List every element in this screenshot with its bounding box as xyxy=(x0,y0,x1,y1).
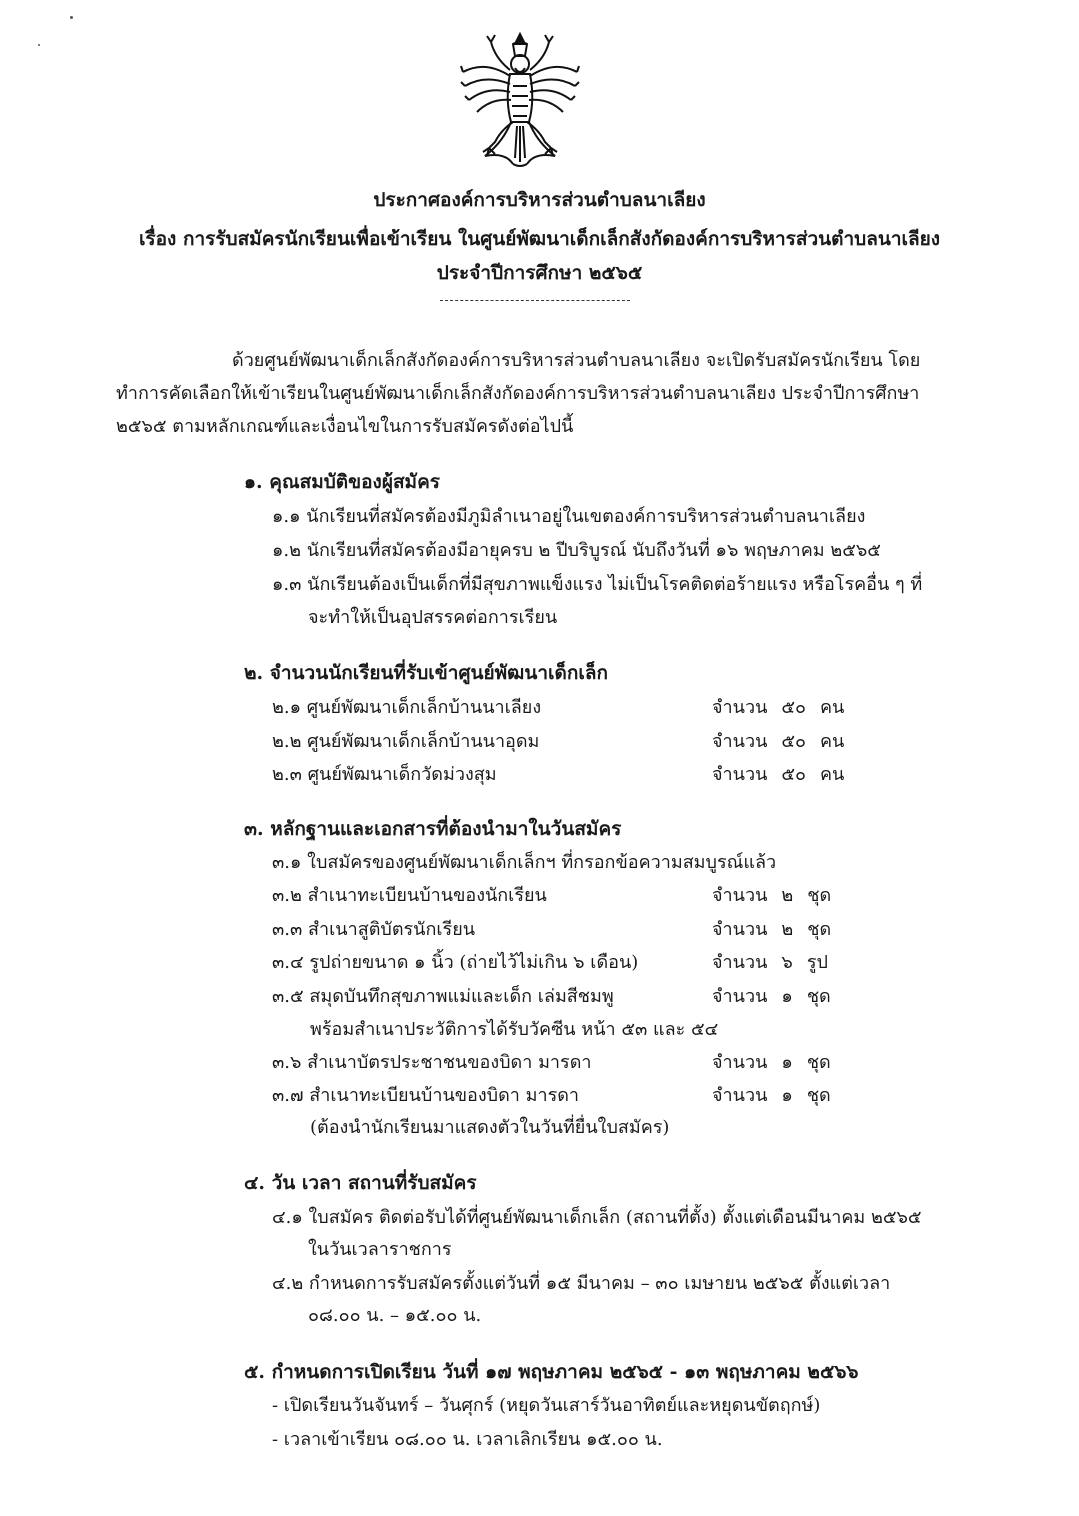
list-item: ในวันเวลาราชการ xyxy=(308,1239,452,1260)
list-item-note: (ต้องนำนักเรียนมาแสดงตัวในวันที่ยื่นใบสมัคร) xyxy=(310,1117,670,1138)
list-item: ๓.๑ ใบสมัครของศูนย์พัฒนาเด็กเล็กฯ ที่กรอกข้อความสมบูรณ์แล้ว xyxy=(272,852,777,873)
intro-line: ด้วยศูนย์พัฒนาเด็กเล็กสังกัดองค์การบริหารส่วนตำบลนาเลียง จะเปิดรับสมัครนักเรียน โดย xyxy=(232,350,921,371)
list-item: ๔.๑ ใบสมัคร ติดต่อรับได้ที่ศูนย์พัฒนาเด็กเล็ก (สถานที่ตั้ง) ตั้งแต่เดือนมีนาคม ๒๕๖๕ xyxy=(272,1207,922,1228)
list-item: ๒.๓ ศูนย์พัฒนาเด็กวัดม่วงสุม xyxy=(272,764,497,785)
quantity: จำนวน ๒ ชุด xyxy=(712,885,832,906)
quantity: จำนวน ๑ ชุด xyxy=(712,1052,831,1073)
list-item: ๓.๗ สำเนาทะเบียนบ้านของบิดา มารดา xyxy=(272,1085,580,1106)
list-item: ๓.๔ รูปถ่ายขนาด ๑ นิ้ว (ถ่ายไว้ไม่เกิน ๖ เดือน) xyxy=(272,952,639,973)
list-item: พร้อมสำเนาประวัติการได้รับวัคซีน หน้า ๕๓ และ ๕๔ xyxy=(310,1019,719,1040)
scan-speck xyxy=(38,44,40,46)
section-heading-capacity: ๒. จำนวนนักเรียนที่รับเข้าศูนย์พัฒนาเด็กเล็ก xyxy=(244,662,608,684)
list-item: ๑.๑ นักเรียนที่สมัครต้องมีภูมิลำเนาอยู่ในเขตองค์การบริหารส่วนตำบลนาเลียง xyxy=(272,506,866,527)
garuda-emblem-icon xyxy=(455,30,585,170)
announcement-subject: เรื่อง การรับสมัครนักเรียนเพื่อเข้าเรียน ในศูนย์พัฒนาเด็กเล็กสังกัดองค์การบริหารส่วนตำบลนาเลียง xyxy=(138,228,941,250)
quantity: จำนวน ๕๐ คน xyxy=(712,731,845,752)
list-item: ๒.๑ ศูนย์พัฒนาเด็กเล็กบ้านนาเลียง xyxy=(272,697,542,718)
intro-line: ทำการคัดเลือกให้เข้าเรียนในศูนย์พัฒนาเด็กเล็กสังกัดองค์การบริหารส่วนตำบลนาเลียง ประจำปีการศึกษา xyxy=(116,383,920,404)
list-item: ๒.๒ ศูนย์พัฒนาเด็กเล็กบ้านนาอุดม xyxy=(272,731,540,752)
list-item: จะทำให้เป็นอุปสรรคต่อการเรียน xyxy=(308,607,558,628)
list-item: ๓.๕ สมุดบันทึกสุขภาพแม่และเด็ก เล่มสีชมพู xyxy=(272,986,614,1007)
academic-year: ประจำปีการศึกษา ๒๕๖๕ xyxy=(436,262,643,284)
list-item: ๓.๒ สำเนาทะเบียนบ้านของนักเรียน xyxy=(272,885,547,906)
scan-speck xyxy=(70,16,73,19)
quantity: จำนวน ๑ ชุด xyxy=(712,1085,831,1106)
announcement-title: ประกาศองค์การบริหารส่วนตำบลนาเลียง xyxy=(373,189,706,211)
list-item: ๔.๒ กำหนดการรับสมัครตั้งแต่วันที่ ๑๕ มีนาคม – ๓๐ เมษายน ๒๕๖๕ ตั้งแต่เวลา xyxy=(272,1273,891,1294)
list-item: ๓.๖ สำเนาบัตรประชาชนของบิดา มารดา xyxy=(272,1052,592,1073)
list-item: ๐๘.๐๐ น. – ๑๕.๐๐ น. xyxy=(308,1305,482,1326)
list-item: ๓.๓ สำเนาสูติบัตรนักเรียน xyxy=(272,919,476,940)
quantity: จำนวน ๖ รูป xyxy=(712,952,828,973)
list-item: ๑.๓ นักเรียนต้องเป็นเด็กที่มีสุขภาพแข็งแรง ไม่เป็นโรคติดต่อร้ายแรง หรือโรคอื่น ๆ ที่ xyxy=(272,574,923,595)
list-item: - เปิดเรียนวันจันทร์ – วันศุกร์ (หยุดวันเสาร์วันอาทิตย์และหยุดนขัตฤกษ์) xyxy=(272,1395,821,1416)
list-item: - เวลาเข้าเรียน ๐๘.๐๐ น. เวลาเลิกเรียน ๑๕.๐๐ น. xyxy=(272,1429,663,1450)
section-heading-term: ๕. กำหนดการเปิดเรียน วันที่ ๑๗ พฤษภาคม ๒๕๖๕ - ๑๓ พฤษภาคม ๒๕๖๖ xyxy=(244,1361,859,1383)
quantity: จำนวน ๕๐ คน xyxy=(712,764,845,785)
quantity: จำนวน ๒ ชุด xyxy=(712,919,832,940)
quantity: จำนวน ๕๐ คน xyxy=(712,697,845,718)
section-heading-qualifications: ๑. คุณสมบัติของผู้สมัคร xyxy=(244,471,440,493)
section-heading-documents: ๓. หลักฐานและเอกสารที่ต้องนำมาในวันสมัคร xyxy=(244,818,622,840)
title-divider xyxy=(440,300,630,301)
quantity: จำนวน ๑ ชุด xyxy=(712,986,831,1007)
section-heading-schedule: ๔. วัน เวลา สถานที่รับสมัคร xyxy=(244,1172,477,1194)
list-item: ๑.๒ นักเรียนที่สมัครต้องมีอายุครบ ๒ ปีบริบูรณ์ นับถึงวันที่ ๑๖ พฤษภาคม ๒๕๖๕ xyxy=(272,540,881,561)
intro-line: ๒๕๖๕ ตามหลักเกณฑ์และเงื่อนไขในการรับสมัครดังต่อไปนี้ xyxy=(116,416,574,437)
